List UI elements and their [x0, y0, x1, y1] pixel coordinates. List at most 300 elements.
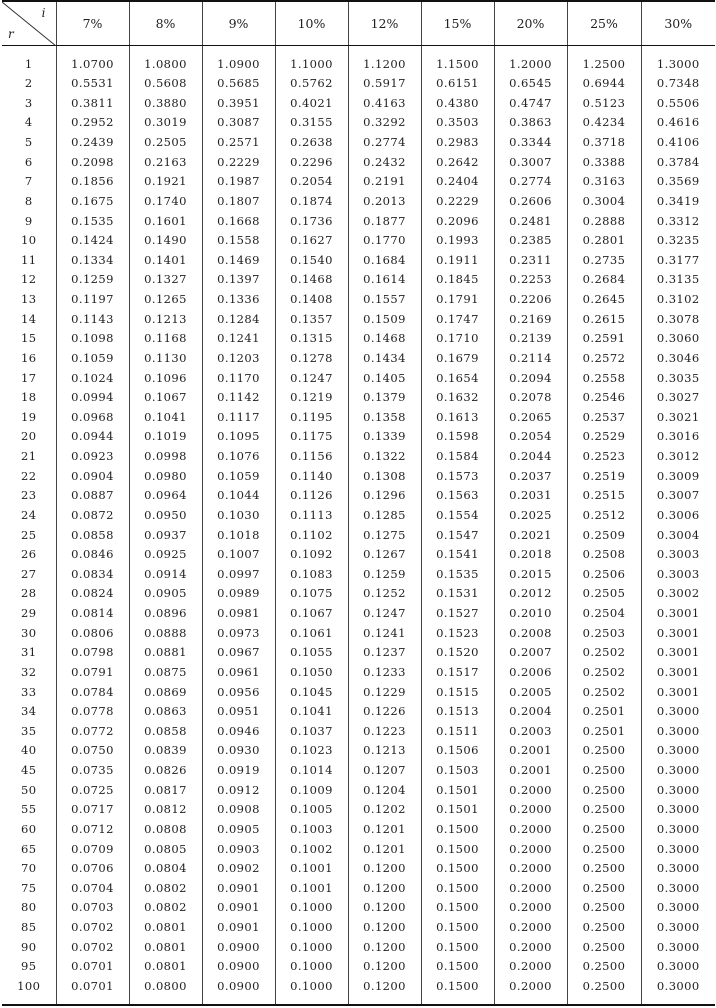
table-cell: 0.2523 — [567, 447, 641, 467]
table-cell: 0.1614 — [348, 270, 421, 290]
table-cell: 0.1327 — [129, 270, 202, 290]
table-cell: 0.2983 — [421, 133, 494, 153]
table-cell: 0.1500 — [421, 957, 494, 977]
table-cell: 0.1200 — [348, 898, 421, 918]
row-label: 65 — [21, 841, 37, 856]
table-cell: 0.1170 — [202, 369, 275, 389]
table-cell: 0.0998 — [129, 447, 202, 467]
table-cell: 0.1501 — [421, 800, 494, 820]
table-cell: 0.6545 — [494, 74, 567, 94]
table-cell: 0.3000 — [641, 918, 715, 938]
table-cell: 0.1296 — [348, 486, 421, 506]
row-label: 22 — [21, 468, 37, 483]
table-cell: 0.1203 — [202, 349, 275, 369]
table-row — [2, 369, 715, 389]
table-cell: 0.0806 — [56, 624, 129, 644]
table-cell: 0.1285 — [348, 506, 421, 526]
table-cell: 0.3000 — [641, 840, 715, 860]
table-cell: 0.1233 — [348, 663, 421, 683]
table-cell: 0.1126 — [275, 486, 348, 506]
table-cell: 0.5762 — [275, 74, 348, 94]
table-cell: 0.2508 — [567, 545, 641, 565]
table-row — [2, 898, 715, 918]
table-row — [2, 702, 715, 722]
table-cell: 0.1531 — [421, 584, 494, 604]
table-row — [2, 251, 715, 271]
table-row — [2, 212, 715, 232]
table-cell: 0.1045 — [275, 683, 348, 703]
table-row — [2, 349, 715, 369]
table-cell: 0.5506 — [641, 94, 715, 114]
table-cell: 1.1500 — [421, 45, 494, 74]
column-header: 8% — [129, 1, 202, 45]
table-cell: 0.1490 — [129, 231, 202, 251]
table-cell: 0.5531 — [56, 74, 129, 94]
table-cell: 0.0923 — [56, 447, 129, 467]
table-cell: 0.3177 — [641, 251, 715, 271]
table-cell: 0.0701 — [56, 957, 129, 977]
table-cell: 0.1684 — [348, 251, 421, 271]
table-cell: 0.1668 — [202, 212, 275, 232]
table-row — [2, 231, 715, 251]
table-cell: 0.1921 — [129, 172, 202, 192]
table-cell: 0.3046 — [641, 349, 715, 369]
table-cell: 0.0872 — [56, 506, 129, 526]
table-row — [2, 133, 715, 153]
table-row — [2, 545, 715, 565]
table-body — [2, 45, 715, 1005]
table-cell: 0.2500 — [567, 918, 641, 938]
table-cell: 0.2502 — [567, 663, 641, 683]
table-cell: 0.3000 — [641, 859, 715, 879]
table-cell: 0.0703 — [56, 898, 129, 918]
table-cell: 0.2094 — [494, 369, 567, 389]
table-cell: 0.1044 — [202, 486, 275, 506]
table-cell: 0.1259 — [56, 270, 129, 290]
corner-cell — [2, 1, 56, 45]
table-cell: 0.3000 — [641, 741, 715, 761]
table-cell: 0.1200 — [348, 918, 421, 938]
table-cell: 0.0735 — [56, 761, 129, 781]
table-cell: 0.1143 — [56, 310, 129, 330]
table-cell: 0.1515 — [421, 683, 494, 703]
table-cell: 0.3002 — [641, 584, 715, 604]
table-cell: 0.1229 — [348, 683, 421, 703]
table-cell: 0.1168 — [129, 329, 202, 349]
table-cell: 0.2506 — [567, 565, 641, 585]
column-header: 7% — [56, 1, 129, 45]
table-cell: 0.1175 — [275, 427, 348, 447]
table-cell: 0.0772 — [56, 722, 129, 742]
table-cell: 0.3019 — [129, 113, 202, 133]
table-cell: 0.1041 — [129, 408, 202, 428]
table-cell: 0.1523 — [421, 624, 494, 644]
table-cell: 0.1005 — [275, 800, 348, 820]
table-cell: 0.1140 — [275, 467, 348, 487]
table-cell: 0.1284 — [202, 310, 275, 330]
column-header: 10% — [275, 1, 348, 45]
table-cell: 0.0937 — [129, 526, 202, 546]
row-label: 31 — [21, 645, 37, 660]
table-cell: 0.3087 — [202, 113, 275, 133]
table-cell: 0.0805 — [129, 840, 202, 860]
row-label: 80 — [21, 900, 37, 915]
table-cell: 0.2012 — [494, 584, 567, 604]
table-cell: 0.0858 — [56, 526, 129, 546]
table-cell: 0.0896 — [129, 604, 202, 624]
table-cell: 0.1202 — [348, 800, 421, 820]
table-cell: 0.1845 — [421, 270, 494, 290]
table-cell: 0.2044 — [494, 447, 567, 467]
table-cell: 0.1740 — [129, 192, 202, 212]
table-cell: 0.5685 — [202, 74, 275, 94]
table-cell: 0.3000 — [641, 761, 715, 781]
table-cell: 0.0968 — [56, 408, 129, 428]
table-cell: 0.1358 — [348, 408, 421, 428]
table-cell: 0.3007 — [494, 153, 567, 173]
table-cell: 0.3000 — [641, 938, 715, 958]
table-row — [2, 565, 715, 585]
table-cell: 0.0824 — [56, 584, 129, 604]
table-cell: 0.1197 — [56, 290, 129, 310]
column-header: 15% — [421, 1, 494, 45]
table-cell: 0.2500 — [567, 800, 641, 820]
table-cell: 0.1339 — [348, 427, 421, 447]
table-cell: 0.7348 — [641, 74, 715, 94]
table-row — [2, 45, 715, 74]
table-cell: 0.1315 — [275, 329, 348, 349]
table-cell: 0.3001 — [641, 683, 715, 703]
table-row — [2, 938, 715, 958]
table-cell: 0.0802 — [129, 898, 202, 918]
table-cell: 0.2000 — [494, 859, 567, 879]
table-cell: 0.1557 — [348, 290, 421, 310]
table-cell: 0.2013 — [348, 192, 421, 212]
table-cell: 0.0717 — [56, 800, 129, 820]
table-cell: 0.2500 — [567, 781, 641, 801]
table-cell: 0.1014 — [275, 761, 348, 781]
table-cell: 0.0791 — [56, 663, 129, 683]
table-cell: 0.2645 — [567, 290, 641, 310]
table-cell: 0.2504 — [567, 604, 641, 624]
row-label: 32 — [21, 664, 37, 679]
table-cell: 0.0901 — [202, 918, 275, 938]
table-row — [2, 408, 715, 428]
row-label: 35 — [21, 723, 37, 738]
table-cell: 0.1405 — [348, 369, 421, 389]
table-cell: 0.1275 — [348, 526, 421, 546]
table-cell: 0.1037 — [275, 722, 348, 742]
table-cell: 0.1200 — [348, 859, 421, 879]
table-cell: 0.1747 — [421, 310, 494, 330]
table-cell: 0.2500 — [567, 859, 641, 879]
table-cell: 0.4234 — [567, 113, 641, 133]
table-cell: 0.0798 — [56, 643, 129, 663]
corner-column-label: i — [41, 6, 46, 20]
table-cell: 0.3001 — [641, 624, 715, 644]
table-cell: 0.1336 — [202, 290, 275, 310]
row-label: 95 — [21, 959, 37, 974]
table-cell: 0.0709 — [56, 840, 129, 860]
row-label: 55 — [21, 802, 37, 817]
table-cell: 0.0908 — [202, 800, 275, 820]
table-cell: 0.0888 — [129, 624, 202, 644]
table-row — [2, 427, 715, 447]
table-cell: 0.0839 — [129, 741, 202, 761]
table-cell: 0.2065 — [494, 408, 567, 428]
row-label: 45 — [21, 763, 37, 777]
table-cell: 0.1055 — [275, 643, 348, 663]
table-cell: 0.0950 — [129, 506, 202, 526]
table-cell: 0.1540 — [275, 251, 348, 271]
row-label: 11 — [21, 252, 37, 267]
table-cell: 0.1993 — [421, 231, 494, 251]
table-cell: 0.2684 — [567, 270, 641, 290]
table-cell: 0.1500 — [421, 918, 494, 938]
table-cell: 1.0700 — [56, 45, 129, 74]
row-label: 6 — [24, 154, 33, 169]
table-cell: 0.1535 — [421, 565, 494, 585]
table-cell: 0.3012 — [641, 447, 715, 467]
table-cell: 1.1000 — [275, 45, 348, 74]
table-cell: 0.1000 — [275, 977, 348, 1005]
table-cell: 0.2096 — [421, 212, 494, 232]
row-label: 25 — [21, 527, 37, 542]
table-cell: 0.3811 — [56, 94, 129, 114]
table-cell: 0.1213 — [348, 741, 421, 761]
table-cell: 0.2481 — [494, 212, 567, 232]
row-label: 5 — [24, 135, 33, 149]
table-cell: 0.1535 — [56, 212, 129, 232]
table-cell: 0.0902 — [202, 859, 275, 879]
table-cell: 0.1770 — [348, 231, 421, 251]
table-cell: 0.3009 — [641, 467, 715, 487]
table-cell: 0.2001 — [494, 741, 567, 761]
table-cell: 0.2001 — [494, 761, 567, 781]
table-cell: 0.2404 — [421, 172, 494, 192]
table-cell: 0.1500 — [421, 859, 494, 879]
table-cell: 0.1554 — [421, 506, 494, 526]
table-cell: 0.1379 — [348, 388, 421, 408]
table-cell: 0.2509 — [567, 526, 641, 546]
row-label: 8 — [24, 193, 33, 208]
table-cell: 0.2253 — [494, 270, 567, 290]
table-cell: 0.2500 — [567, 898, 641, 918]
table-cell: 0.1067 — [129, 388, 202, 408]
table-cell: 0.2114 — [494, 349, 567, 369]
table-cell: 0.1083 — [275, 565, 348, 585]
table-cell: 0.1874 — [275, 192, 348, 212]
table-row — [2, 918, 715, 938]
table-cell: 0.1601 — [129, 212, 202, 232]
table-row — [2, 94, 715, 114]
table-cell: 0.3419 — [641, 192, 715, 212]
row-label: 21 — [21, 449, 37, 463]
table-row — [2, 624, 715, 644]
table-cell: 0.1030 — [202, 506, 275, 526]
table-cell: 0.0778 — [56, 702, 129, 722]
table-cell: 0.1061 — [275, 624, 348, 644]
table-cell: 0.0973 — [202, 624, 275, 644]
table-cell: 0.0925 — [129, 545, 202, 565]
table-cell: 0.1237 — [348, 643, 421, 663]
table-cell: 0.1241 — [202, 329, 275, 349]
table-cell: 0.1050 — [275, 663, 348, 683]
table-cell: 0.2054 — [275, 172, 348, 192]
table-cell: 0.2025 — [494, 506, 567, 526]
table-cell: 0.0887 — [56, 486, 129, 506]
table-row — [2, 467, 715, 487]
table-cell: 0.1308 — [348, 467, 421, 487]
table-cell: 0.3003 — [641, 545, 715, 565]
table-cell: 0.2139 — [494, 329, 567, 349]
table-cell: 0.2512 — [567, 506, 641, 526]
table-cell: 0.2432 — [348, 153, 421, 173]
table-cell: 0.2591 — [567, 329, 641, 349]
table-cell: 0.0802 — [129, 879, 202, 899]
table-cell: 0.0834 — [56, 565, 129, 585]
table-cell: 0.0704 — [56, 879, 129, 899]
row-label: 60 — [21, 821, 37, 836]
table-cell: 1.0800 — [129, 45, 202, 74]
table-cell: 0.2952 — [56, 113, 129, 133]
table-cell: 0.2537 — [567, 408, 641, 428]
table-cell: 0.1059 — [202, 467, 275, 487]
table-cell: 0.2642 — [421, 153, 494, 173]
table-cell: 0.0712 — [56, 820, 129, 840]
table-cell: 0.2774 — [494, 172, 567, 192]
table-row — [2, 192, 715, 212]
table-cell: 0.0956 — [202, 683, 275, 703]
table-cell: 0.0980 — [129, 467, 202, 487]
table-cell: 0.2501 — [567, 702, 641, 722]
table-row — [2, 584, 715, 604]
table-cell: 0.0901 — [202, 898, 275, 918]
table-cell: 0.1500 — [421, 840, 494, 860]
table-cell: 0.2010 — [494, 604, 567, 624]
table-cell: 0.0903 — [202, 840, 275, 860]
table-cell: 0.1468 — [275, 270, 348, 290]
table-cell: 0.1513 — [421, 702, 494, 722]
row-label: 1 — [24, 56, 33, 71]
table-cell: 0.3718 — [567, 133, 641, 153]
row-label: 70 — [21, 861, 37, 876]
table-cell: 0.1018 — [202, 526, 275, 546]
table-cell: 0.3000 — [641, 977, 715, 1005]
table-cell: 0.2000 — [494, 820, 567, 840]
table-row — [2, 683, 715, 703]
row-label: 17 — [21, 370, 37, 385]
table-cell: 0.2229 — [202, 153, 275, 173]
table-row — [2, 643, 715, 663]
table-cell: 0.1241 — [348, 624, 421, 644]
table-cell: 0.0702 — [56, 918, 129, 938]
table-row — [2, 604, 715, 624]
table-cell: 0.2735 — [567, 251, 641, 271]
table-cell: 0.1856 — [56, 172, 129, 192]
table-row — [2, 663, 715, 683]
table-cell: 0.1987 — [202, 172, 275, 192]
table-cell: 0.0858 — [129, 722, 202, 742]
table-cell: 0.1278 — [275, 349, 348, 369]
table-cell: 0.3078 — [641, 310, 715, 330]
table-cell: 0.1807 — [202, 192, 275, 212]
table-cell: 0.2004 — [494, 702, 567, 722]
table-row — [2, 270, 715, 290]
table-cell: 0.1632 — [421, 388, 494, 408]
table-cell: 0.3155 — [275, 113, 348, 133]
column-header: 30% — [641, 1, 715, 45]
table-cell: 0.0701 — [56, 977, 129, 1005]
table-cell: 0.3569 — [641, 172, 715, 192]
table-cell: 0.5917 — [348, 74, 421, 94]
table-row — [2, 310, 715, 330]
table-cell: 0.0881 — [129, 643, 202, 663]
table-cell: 0.0930 — [202, 741, 275, 761]
table-cell: 0.3060 — [641, 329, 715, 349]
table-cell: 0.2385 — [494, 231, 567, 251]
table-cell: 0.5123 — [567, 94, 641, 114]
table-cell: 0.3004 — [567, 192, 641, 212]
table-cell: 0.3292 — [348, 113, 421, 133]
table-cell: 0.2098 — [56, 153, 129, 173]
row-label: 20 — [21, 429, 37, 444]
row-label: 40 — [21, 743, 37, 758]
table-cell: 0.1434 — [348, 349, 421, 369]
table-cell: 0.0725 — [56, 781, 129, 801]
table-row — [2, 859, 715, 879]
table-cell: 0.0967 — [202, 643, 275, 663]
table-cell: 0.2000 — [494, 781, 567, 801]
row-label: 14 — [21, 311, 37, 326]
table-cell: 0.2000 — [494, 898, 567, 918]
table-cell: 0.2505 — [129, 133, 202, 153]
table-cell: 0.2206 — [494, 290, 567, 310]
table-cell: 0.1558 — [202, 231, 275, 251]
table-cell: 0.0800 — [129, 977, 202, 1005]
row-label: 24 — [21, 507, 37, 522]
table-cell: 0.1207 — [348, 761, 421, 781]
table-cell: 0.3880 — [129, 94, 202, 114]
table-cell: 0.2500 — [567, 879, 641, 899]
table-cell: 0.0869 — [129, 683, 202, 703]
corner-row-label: r — [8, 26, 14, 41]
column-header: 9% — [202, 1, 275, 45]
table-row — [2, 388, 715, 408]
table-cell: 0.1500 — [421, 898, 494, 918]
table-cell: 0.2501 — [567, 722, 641, 742]
table-row — [2, 722, 715, 742]
table-cell: 0.2801 — [567, 231, 641, 251]
table-cell: 0.2888 — [567, 212, 641, 232]
table-cell: 0.3863 — [494, 113, 567, 133]
table-cell: 0.0964 — [129, 486, 202, 506]
table-cell: 0.2500 — [567, 741, 641, 761]
table-cell: 0.0863 — [129, 702, 202, 722]
table-row — [2, 447, 715, 467]
table-cell: 0.3001 — [641, 604, 715, 624]
table-row — [2, 153, 715, 173]
table-row — [2, 74, 715, 94]
table-cell: 0.3000 — [641, 957, 715, 977]
table-cell: 1.1200 — [348, 45, 421, 74]
table-cell: 0.0946 — [202, 722, 275, 742]
row-label: 29 — [21, 606, 37, 620]
row-label: 2 — [24, 76, 33, 91]
table-cell: 0.0900 — [202, 977, 275, 1005]
table-cell: 0.1223 — [348, 722, 421, 742]
column-header: 12% — [348, 1, 421, 45]
